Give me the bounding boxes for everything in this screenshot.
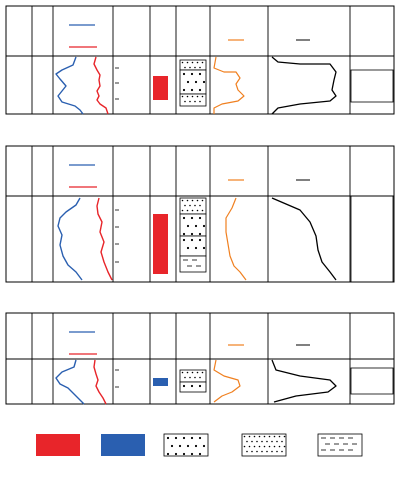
- sand-dot: [203, 81, 205, 83]
- sand-dot: [261, 441, 263, 443]
- lithology-dots-coarse: [180, 214, 206, 236]
- sand-dot: [191, 385, 193, 387]
- sand-dot: [182, 200, 184, 202]
- sand-dot: [199, 67, 201, 69]
- sand-dot: [187, 96, 189, 98]
- sand-dot: [199, 453, 201, 455]
- permeability-curve: [272, 360, 336, 402]
- sand-dot: [261, 451, 263, 453]
- interpretation-bar: [153, 76, 168, 100]
- sand-dot: [197, 372, 199, 374]
- microfacies-box: [351, 70, 393, 102]
- sand-dot: [183, 89, 185, 91]
- sand-dot: [264, 446, 266, 448]
- pattern-frame: [164, 434, 208, 456]
- sand-dot: [274, 436, 276, 438]
- sand-dot: [175, 453, 177, 455]
- sand-dot: [191, 239, 193, 241]
- sand-dot: [279, 436, 281, 438]
- sand-dot: [167, 437, 169, 439]
- sand-dot: [264, 436, 266, 438]
- sand-dot: [195, 225, 197, 227]
- sand-dot: [184, 101, 186, 103]
- sand-dot: [266, 441, 268, 443]
- gr-curve: [56, 57, 83, 114]
- sand-dot: [194, 377, 196, 379]
- sand-dot: [199, 233, 201, 235]
- sand-dot: [203, 225, 205, 227]
- legend-swatch: [36, 434, 80, 456]
- sand-dot: [183, 437, 185, 439]
- sand-dot: [194, 205, 196, 207]
- sand-dot: [183, 453, 185, 455]
- sand-dot: [256, 451, 258, 453]
- legend-dots-fine: [242, 434, 286, 456]
- sand-dot: [274, 446, 276, 448]
- sand-dot: [199, 437, 201, 439]
- sand-dot: [183, 233, 185, 235]
- gr-curve: [56, 360, 84, 404]
- pattern-frame: [318, 434, 362, 456]
- lithology-dots-fine: [180, 60, 206, 70]
- sand-dot: [203, 445, 205, 447]
- sand-dot: [279, 446, 281, 448]
- interpretation-bar: [153, 214, 168, 274]
- sand-dot: [184, 377, 186, 379]
- legend-dashes: [318, 434, 362, 456]
- sand-dot: [199, 377, 201, 379]
- sand-dot: [269, 446, 271, 448]
- sand-dot: [271, 451, 273, 453]
- sand-dot: [191, 89, 193, 91]
- sand-dot: [271, 441, 273, 443]
- sand-dot: [254, 436, 256, 438]
- sand-dot: [167, 453, 169, 455]
- pattern-frame: [242, 434, 286, 456]
- lithology-dots-fine: [180, 94, 206, 106]
- gr-curve: [58, 198, 82, 280]
- sand-dot: [191, 217, 193, 219]
- sand-dot: [202, 200, 204, 202]
- sand-dot: [179, 445, 181, 447]
- sand-dot: [187, 225, 189, 227]
- sand-dot: [199, 217, 201, 219]
- sand-dot: [199, 73, 201, 75]
- sand-dot: [244, 446, 246, 448]
- sand-dot: [187, 81, 189, 83]
- pattern-frame: [180, 256, 206, 272]
- sand-dot: [189, 67, 191, 69]
- sand-dot: [195, 81, 197, 83]
- sand-dot: [259, 446, 261, 448]
- lithology-dots-coarse: [180, 236, 206, 256]
- sand-dot: [256, 441, 258, 443]
- sand-dot: [182, 372, 184, 374]
- sand-dot: [197, 62, 199, 64]
- sand-dot: [284, 436, 286, 438]
- sand-dot: [184, 205, 186, 207]
- sand-dot: [199, 385, 201, 387]
- permeability-curve: [272, 198, 336, 280]
- sand-dot: [246, 441, 248, 443]
- sand-dot: [197, 210, 199, 212]
- sand-dot: [254, 446, 256, 448]
- lithology-dots-fine: [180, 198, 206, 214]
- sand-dot: [197, 96, 199, 98]
- sand-dot: [191, 73, 193, 75]
- sand-dot: [192, 62, 194, 64]
- sand-dot: [266, 451, 268, 453]
- sand-dot: [194, 101, 196, 103]
- sand-dot: [249, 436, 251, 438]
- sand-dot: [171, 445, 173, 447]
- porosity-curve: [214, 360, 240, 402]
- pattern-frame: [180, 60, 206, 70]
- sand-dot: [199, 239, 201, 241]
- porosity-curve: [214, 57, 244, 114]
- pattern-frame: [180, 370, 206, 382]
- sand-dot: [202, 62, 204, 64]
- sand-dot: [269, 436, 271, 438]
- sand-dot: [183, 239, 185, 241]
- sand-dot: [175, 437, 177, 439]
- sand-dot: [281, 441, 283, 443]
- sand-dot: [281, 451, 283, 453]
- microfacies-box: [351, 196, 393, 282]
- sand-dot: [183, 217, 185, 219]
- pattern-frame: [180, 94, 206, 106]
- permeability-curve: [272, 57, 336, 114]
- sand-dot: [202, 372, 204, 374]
- rd-curve: [94, 360, 106, 404]
- rd-curve: [97, 198, 112, 280]
- sand-dot: [182, 210, 184, 212]
- sand-dot: [197, 200, 199, 202]
- interpretation-bar: [153, 378, 168, 386]
- sand-dot: [189, 377, 191, 379]
- sand-dot: [202, 96, 204, 98]
- sand-dot: [187, 247, 189, 249]
- sand-dot: [183, 385, 185, 387]
- lithology-dots-coarse: [180, 382, 206, 392]
- sand-dot: [249, 446, 251, 448]
- sand-dot: [284, 446, 286, 448]
- sand-dot: [182, 62, 184, 64]
- sand-dot: [191, 233, 193, 235]
- sand-dot: [251, 441, 253, 443]
- sand-dot: [189, 205, 191, 207]
- sand-dot: [251, 451, 253, 453]
- rd-curve: [94, 57, 108, 114]
- sand-dot: [276, 441, 278, 443]
- sand-dot: [199, 89, 201, 91]
- microfacies-box: [351, 368, 393, 394]
- legend-swatch: [101, 434, 145, 456]
- sand-dot: [191, 453, 193, 455]
- sand-dot: [187, 210, 189, 212]
- sand-dot: [187, 62, 189, 64]
- lithology-dashes: [180, 256, 206, 272]
- sand-dot: [184, 67, 186, 69]
- sand-dot: [246, 451, 248, 453]
- sand-dot: [189, 101, 191, 103]
- legend-dots-coarse: [164, 434, 208, 456]
- sand-dot: [182, 96, 184, 98]
- sand-dot: [276, 451, 278, 453]
- sand-dot: [187, 372, 189, 374]
- porosity-curve: [226, 198, 246, 280]
- sand-dot: [194, 67, 196, 69]
- sand-dot: [183, 73, 185, 75]
- sand-dot: [187, 200, 189, 202]
- sand-dot: [195, 445, 197, 447]
- sand-dot: [202, 210, 204, 212]
- sand-dot: [192, 372, 194, 374]
- sand-dot: [259, 436, 261, 438]
- sand-dot: [199, 101, 201, 103]
- sand-dot: [192, 200, 194, 202]
- lithology-dots-coarse: [180, 70, 206, 94]
- sand-dot: [187, 445, 189, 447]
- sand-dot: [192, 210, 194, 212]
- sand-dot: [195, 247, 197, 249]
- sand-dot: [244, 436, 246, 438]
- lithology-dots-fine: [180, 370, 206, 382]
- sand-dot: [192, 96, 194, 98]
- sand-dot: [191, 437, 193, 439]
- sand-dot: [203, 247, 205, 249]
- sand-dot: [199, 205, 201, 207]
